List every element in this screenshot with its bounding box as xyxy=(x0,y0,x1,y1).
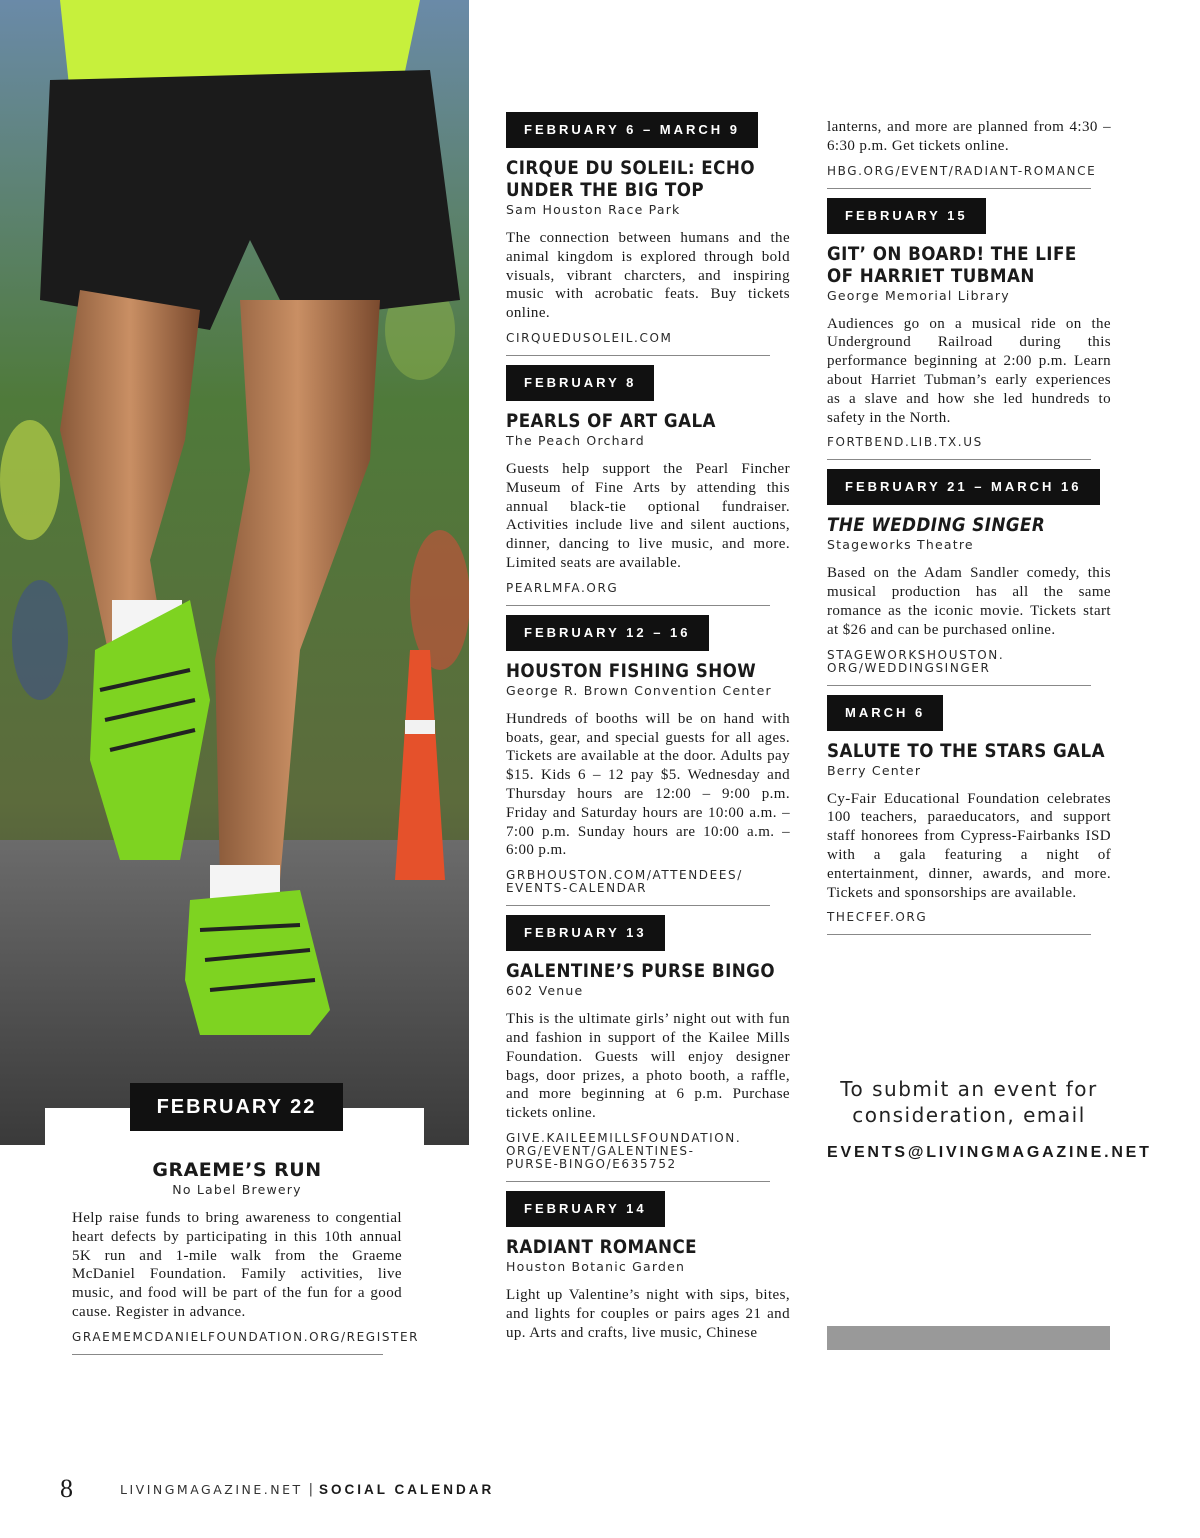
submit-text xyxy=(827,1076,1111,1128)
event-date-badge: FEBRUARY 13 xyxy=(506,915,665,951)
event-title xyxy=(827,243,1077,287)
footer-section-title: SOCIAL CALENDAR xyxy=(319,1481,495,1497)
event-description: This is the ultimate girls’ night out with fun and fashion in support of the Kailee Mills Foundation. Guests will enjoy designer bags, door prizes, a photo booth, a raffle, and more beginning at 6 p.m. Purchase tickets online. xyxy=(506,1011,790,1122)
event-title-line: GALENTINE’S PURSE BINGO xyxy=(506,960,776,983)
event-item xyxy=(506,365,790,606)
page-number: 8 xyxy=(60,1474,73,1503)
event-title-line: PEARLS OF ART GALA xyxy=(506,409,716,432)
event-url-line[interactable]: CIRQUEDUSOLEIL.COM xyxy=(506,330,673,345)
feature-event-title: GRAEME’S RUN xyxy=(152,1159,322,1181)
event-url[interactable] xyxy=(506,332,790,345)
event-item xyxy=(506,112,790,356)
event-title xyxy=(506,960,776,983)
event-venue: Stageworks Theatre xyxy=(827,537,974,553)
divider xyxy=(506,905,770,906)
event-url-line[interactable]: ORG/EVENT/GALENTINES- xyxy=(506,1143,695,1158)
event-venue: George R. Brown Convention Center xyxy=(506,682,772,698)
submit-event-callout xyxy=(827,1076,1152,1162)
event-date-badge: MARCH 6 xyxy=(827,695,943,731)
feature-date-badge: FEBRUARY 22 xyxy=(130,1083,343,1131)
event-item xyxy=(827,469,1111,685)
event-description: Cy-Fair Educational Foundation celebrates 100 teachers, paraeducators, and support staff honorees from Cypress-Fairbanks ISD with a gala featuring a night of entertainment, dinner, awards, and more. Tickets and sponsorships are available. xyxy=(827,790,1111,901)
divider xyxy=(827,685,1091,686)
event-continuation xyxy=(827,118,1111,189)
page-footer xyxy=(60,1474,494,1504)
event-date-badge: FEBRUARY 21 – MARCH 16 xyxy=(827,469,1100,505)
divider xyxy=(506,355,770,356)
event-item xyxy=(827,198,1111,461)
event-title-line: SALUTE TO THE STARS GALA xyxy=(827,739,1105,762)
event-url[interactable] xyxy=(506,582,790,595)
event-url-line[interactable]: PURSE-BINGO/E635752 xyxy=(506,1156,677,1171)
event-title xyxy=(506,410,756,432)
events-column-2 xyxy=(827,118,1111,944)
event-description: Light up Valentine’s night with sips, bites, and lights for couples or pairs ages 21 and up. Arts and crafts, live music, Chinese xyxy=(506,1286,790,1341)
feature-event-url[interactable]: GRAEMEMCDANIELFOUNDATION.ORG/REGISTER xyxy=(72,1329,420,1344)
event-url-line[interactable]: EVENTS-CALENDAR xyxy=(506,881,648,896)
event-description: The connection between humans and the animal kingdom is explored through bold visuals, vibrant charcters, and inspiring music with acrobatic feats. Buy tickets online. xyxy=(506,230,790,322)
feature-event xyxy=(72,1150,420,1364)
event-title xyxy=(506,157,756,201)
event-title-line: OF HARRIET TUBMAN xyxy=(827,264,1035,287)
divider xyxy=(72,1354,383,1355)
events-column-1 xyxy=(506,112,790,1350)
event-item xyxy=(506,615,790,906)
event-url-line[interactable]: THECFEF.ORG xyxy=(827,910,928,925)
event-url[interactable] xyxy=(827,436,1111,449)
event-title xyxy=(827,739,1105,762)
event-date-badge: FEBRUARY 6 – MARCH 9 xyxy=(506,112,758,148)
gray-bar xyxy=(827,1326,1110,1350)
footer-site[interactable]: LIVINGMAGAZINE.NET xyxy=(120,1481,303,1497)
event-description: Audiences go on a musical ride on the Underground Railroad during this performance beginning at 2:00 p.m. Learn about Harriet Tubman’s early experiences as a slave and how she led hundreds to safety in the North. xyxy=(827,315,1111,426)
divider xyxy=(506,1181,770,1182)
event-venue: Houston Botanic Garden xyxy=(506,1258,686,1274)
event-venue: 602 Venue xyxy=(506,983,584,999)
event-description: Hundreds of booths will be on hand with boats, gear, and special guests for all ages. Tickets are available at the door. Adults pay $15. Kids 6 – 12 pay $5. Wednesday and Thursday hours are 12:00 – 9:00 p.m. Friday and Saturday hours are 10:00 a.m. – 7:00 p.m. Sunday hours are 10:00 a.m. – 6:00 p.m. xyxy=(506,710,790,859)
event-title xyxy=(506,660,756,682)
event-item xyxy=(506,915,790,1182)
event-url[interactable] xyxy=(506,1132,790,1171)
event-item xyxy=(827,695,1111,936)
event-title xyxy=(506,1236,756,1258)
event-date-badge: FEBRUARY 15 xyxy=(827,198,986,234)
event-date-badge: FEBRUARY 12 – 16 xyxy=(506,615,709,651)
footer-separator: | xyxy=(308,1481,314,1497)
event-description: Guests help support the Pearl Fincher Museum of Fine Arts by attending this annual black-tie optional fundraiser. Activities include live and silent auctions, dinner, dancing to live music, and more. Limited seats are available. xyxy=(506,460,790,571)
event-url[interactable]: HBG.ORG/EVENT/RADIANT-ROMANCE xyxy=(827,163,1097,178)
event-url-line[interactable]: STAGEWORKSHOUSTON. xyxy=(827,647,1005,662)
event-url-line[interactable]: GRBHOUSTON.COM/ATTENDEES/ xyxy=(506,868,743,883)
event-date-badge: FEBRUARY 14 xyxy=(506,1191,665,1227)
event-venue: The Peach Orchard xyxy=(506,432,645,448)
event-description: Based on the Adam Sandler comedy, this musical production has all the same romance as the iconic movie. Tickets start at $26 and can be purchased online. xyxy=(827,565,1111,638)
event-title-line: CIRQUE DU SOLEIL: ECHO xyxy=(506,157,755,179)
event-title-line: RADIANT ROMANCE xyxy=(506,1235,698,1258)
event-title-line: THE WEDDING SINGER xyxy=(827,514,1046,537)
event-title xyxy=(827,514,1077,536)
event-url-line[interactable]: FORTBEND.LIB.TX.US xyxy=(827,435,983,450)
event-title-line: UNDER THE BIG TOP xyxy=(506,179,705,201)
event-venue: Berry Center xyxy=(827,762,922,778)
submit-text-line: consideration, email xyxy=(852,1103,1086,1127)
event-url[interactable] xyxy=(506,869,790,895)
event-url-line[interactable]: PEARLMFA.ORG xyxy=(506,580,619,595)
event-venue: George Memorial Library xyxy=(827,287,1010,303)
divider xyxy=(827,934,1091,935)
event-url[interactable] xyxy=(827,911,1111,924)
feature-event-description: Help raise funds to bring awareness to congential heart defects by participating in this 10th annual 5K run and 1-mile walk from the Graeme McDaniel Foundation. Family activities, live music, and food will be part of the fun for a good cause. Register in advance. xyxy=(72,1210,402,1320)
event-url[interactable] xyxy=(827,649,1111,675)
event-item xyxy=(506,1191,790,1342)
event-title-line: HOUSTON FISHING SHOW xyxy=(506,659,757,682)
event-url-line[interactable]: ORG/WEDDINGSINGER xyxy=(827,660,991,675)
event-description: lanterns, and more are planned from 4:30 – 6:30 p.m. Get tickets online. xyxy=(827,119,1111,154)
submit-text-line: To submit an event for xyxy=(840,1077,1098,1101)
event-venue: Sam Houston Race Park xyxy=(506,202,681,217)
submit-email-link[interactable]: EVENTS@LIVINGMAGAZINE.NET xyxy=(827,1144,1152,1161)
divider xyxy=(827,188,1091,189)
runner-photo xyxy=(0,0,469,1145)
event-date-badge: FEBRUARY 8 xyxy=(506,365,654,401)
divider xyxy=(506,605,770,606)
event-url-line[interactable]: GIVE.KAILEEMILLSFOUNDATION. xyxy=(506,1130,742,1145)
event-title-line: GIT’ ON BOARD! THE LIFE xyxy=(827,242,1077,265)
divider xyxy=(827,459,1091,460)
feature-event-venue: No Label Brewery xyxy=(172,1182,302,1197)
